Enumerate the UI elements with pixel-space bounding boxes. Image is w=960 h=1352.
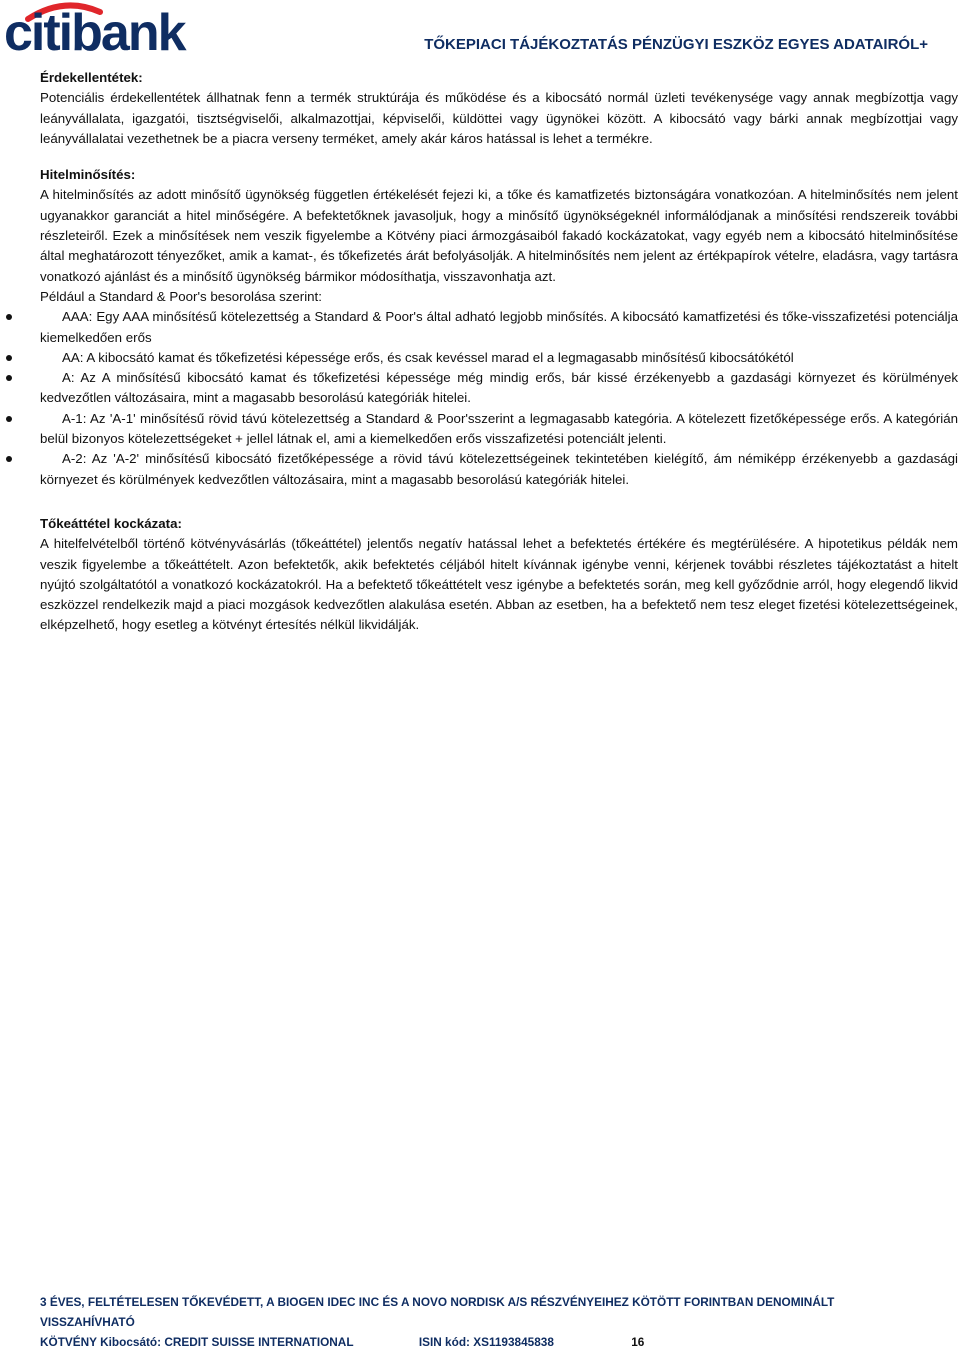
- footer-isin: ISIN kód: XS1193845838: [418, 1335, 554, 1349]
- footer-details: [40, 1332, 920, 1352]
- list-item: A: Az A minősítésű kibocsátó kamat és tőkefizetési képessége még mindig erős, bár kissé érzékenyebb a gazdasági környezet és körülmények kedvezőtlen változásaira, mint a magasabb besorolású kategóriák hitelei.: [40, 368, 958, 409]
- section-leverage-risk: [40, 514, 958, 636]
- list-item: AA: A kibocsátó kamat és tőkefizetési képessége erős, és csak kevéssel marad el a legmagasabb minősítésű kibocsátókétól: [40, 348, 958, 368]
- page-footer: [40, 1292, 920, 1352]
- paragraph: A hitelminősítés az adott minősítő ügynökség független értékelését fejezi ki, a tőke és kamatfizetés biztonságára vonatkozóan. A hitelminősítés nem jelent ugyanakkor garanciát a hitel minőségére. A befektetőknek javasoljuk, hogy a minősítő ügynökségeknél informálódjanak a minősítési rendszereik további részleteiről. Ezek a minősítések nem veszik figyelembe a Kötvény piaci ármozgásaiból fakadó kockázatokat, vagy egyéb nem a kibocsátó hitelminősítése által meghatározott tényezőket, amik a kamat-, és tőkefizetés árát befolyásolják. A hitelminősítés nem jelent az értékpapírok vételre, eladásra, vagy tartásra vonatkozó ajánlást és a minősítő ügynökség bármikor módosíthatja, visszavonhatja azt.: [40, 187, 958, 284]
- page-number: 16: [631, 1335, 645, 1349]
- section-heading: Hitelminősítés:: [40, 167, 136, 183]
- rating-list: [40, 307, 958, 490]
- document-body: [40, 68, 958, 652]
- paragraph: A hitelfelvételből történő kötvényvásárlás (tőkeáttétel) jelentős negatív hatással lehet a befektetés értékére és megtérülésére. A hipotetikus példák nem veszik figyelembe a tőkeáttételt. Azon befektetők, akik befektetés céljából hitelt kívánnak igénybe venni, kérjenek további részletes tájékoztatást a hitelt nyújtó szolgáltatótól a vonatkozó kockázatokról. Ha a befektető tőkeáttételt vesz igénybe a befektetés során, meg kell győződnie arról, hogy elegendő likvid eszközzel rendelkezik majd a piaci mozgások kedvezőtlen alakulása esetén. Abban az esetben, ha a befektető nem tesz eleget fizetési kötelezettségeinek, elképzelhető, hogy esetleg a kötvényt értesítés nélkül likvidálják.: [40, 536, 958, 633]
- bullet-icon: [6, 314, 12, 320]
- section-conflicts: [40, 68, 958, 149]
- bullet-icon: [6, 375, 12, 381]
- bullet-icon: [6, 355, 12, 361]
- section-heading: Érdekellentétek:: [40, 70, 143, 85]
- list-item: AAA: Egy AAA minősítésű kötelezettség a Standard & Poor's által adható legjobb minősítés. A kibocsátó kamatfizetési és tőke-visszafizetési potenciálja kiemelkedően erős: [40, 307, 958, 348]
- section-credit-rating: [40, 165, 958, 490]
- footer-issuer: Kibocsátó: CREDIT SUISSE INTERNATIONAL: [100, 1335, 354, 1349]
- list-item: A-1: Az 'A-1' minősítésű rövid távú kötelezettség a Standard & Poor'sszerint a legmagasabb kategória. A kötelezett fizetőképessége erős. A kategórián belül bizonyos kötelezettségeket + jellel látnak el, ami a kiemelkedően erős visszafizetési potenciált jelenti.: [40, 409, 958, 450]
- citibank-logo: [2, 0, 214, 58]
- paragraph: Potenciális érdekellentétek állhatnak fenn a termék struktúrája és működése és a kibocsátó normál üzleti tevékenysége vagy annak megbízottja vagy leányvállalata, igazgatói, tisztségviselői, alkalmazottjai, képviselői, küldöttei vagy ügynökei között. A kibocsátó vagy bárki annak megbízottjai vagy leányvállalatai vezethetnek be a piacra verseny terméket, amely akár káros hatással is lehet a termékre.: [40, 90, 958, 146]
- bullet-icon: [6, 456, 12, 462]
- section-heading: Tőkeáttétel kockázata:: [40, 515, 182, 531]
- document-title: TŐKEPIACI TÁJÉKOZTATÁS PÉNZÜGYI ESZKÖZ EGYES ADATAIRÓL+: [424, 36, 928, 53]
- footer-product: KÖTVÉNY: [40, 1335, 97, 1349]
- page-header: [0, 0, 960, 60]
- paragraph: Például a Standard & Poor's besorolása szerint:: [40, 288, 322, 304]
- svg-text:citibank: citibank: [4, 4, 185, 58]
- bullet-icon: [6, 416, 12, 422]
- footer-product-title: 3 ÉVES, FELTÉTELESEN TŐKEVÉDETT, A BIOGEN IDEC INC ÉS A NOVO NORDISK A/S RÉSZVÉNYEIHEZ KÖTÖTT FORINTBAN DENOMINÁLT VISSZAHÍVHATÓ: [40, 1295, 835, 1329]
- list-item: A-2: Az 'A-2' minősítésű kibocsátó fizetőképessége a rövid távú kötelezettségeinek tekintetében kielégítő, ám némiképp érzékenyebb a gazdasági környezet és körülmények kedvezőtlen változásaira, mint a magasabb besorolású kategóriák hitelei.: [40, 449, 958, 490]
